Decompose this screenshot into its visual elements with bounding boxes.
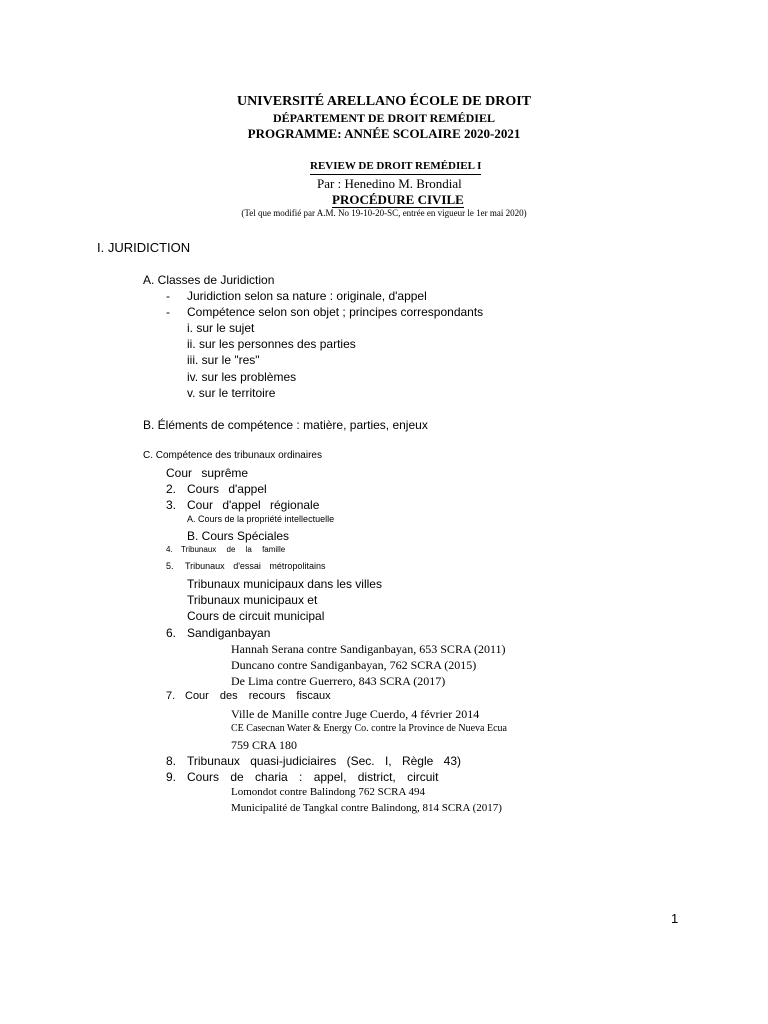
item-number: 2. [166,482,177,496]
bullet-item: Compétence selon son objet ; principes correspondants [187,305,484,319]
department-title: DÉPARTEMENT DE DROIT REMÉDIEL [273,111,495,125]
court-item: Sandiganbayan [187,626,271,640]
case-citation: Ville de Manille contre Juge Cuerdo, 4 février 2014 [231,707,480,721]
course-title: REVIEW DE DROIT REMÉDIEL I [310,161,481,175]
item-number: 8. [166,754,177,768]
roman-item: iv. sur les problèmes [187,370,297,384]
case-citation: CE Casecnan Water & Energy Co. contre la Province de Nueva Ecua [231,723,507,734]
item-number: 9. [166,770,177,784]
author-line: Par : Henedino M. Brondial [317,176,462,191]
court-item: Cours d'appel [187,482,267,496]
subsection-a-heading: A. Classes de Juridiction [143,273,275,287]
programme-title: PROGRAMME: ANNÉE SCOLAIRE 2020-2021 [247,126,521,141]
page-number: 1 [671,911,679,926]
subject-title: PROCÉDURE CIVILE [332,192,464,207]
item-number: 3. [166,498,177,512]
court-item: Cour d'appel régionale [187,498,320,512]
court-item: Tribunaux quasi-judiciaires (Sec. I, Règle 43) [187,754,461,768]
court-subitem: Tribunaux municipaux et [187,593,318,607]
item-number: 5. [166,561,174,571]
court-subitem: Tribunaux municipaux dans les villes [187,577,382,591]
amendment-note: (Tel que modifié par A.M. No 19-10-20-SC, entrée en vigueur le 1er mai 2020) [241,208,527,218]
university-title: UNIVERSITÉ ARELLANO ÉCOLE DE DROIT [236,94,532,109]
roman-item: i. sur le sujet [187,321,255,335]
item-number: 6. [166,626,177,640]
case-citation: 759 CRA 180 [231,738,298,752]
case-citation: Hannah Serana contre Sandiganbayan, 653 SCRA (2011) [231,642,506,656]
case-citation: Duncano contre Sandiganbayan, 762 SCRA (2015) [231,658,477,672]
case-citation: De Lima contre Guerrero, 843 SCRA (2017) [231,674,446,688]
subsection-b-heading: B. Éléments de compétence : matière, parties, enjeux [143,418,428,432]
roman-item: v. sur le territoire [187,386,276,400]
court-item: Tribunaux de la famille [181,545,286,554]
section-heading: I. JURIDICTION [97,240,191,255]
subsection-c-heading: C. Compétence des tribunaux ordinaires [143,450,322,461]
item-number: 7. [166,690,176,702]
roman-item: iii. sur le "res" [187,353,260,367]
court-item: Cour suprême [166,466,249,480]
court-subitem: B. Cours Spéciales [187,529,290,543]
court-item: Tribunaux d'essai métropolitains [185,561,326,571]
case-citation: Lomondot contre Balindong 762 SCRA 494 [231,786,426,798]
court-item: Cour des recours fiscaux [185,690,331,702]
bullet-item: Juridiction selon sa nature : originale, d'appel [187,289,427,303]
bullet-marker: - [166,305,170,319]
court-subitem: Cours de circuit municipal [187,609,325,623]
case-citation: Municipalité de Tangkal contre Balindong, 814 SCRA (2017) [231,802,502,814]
bullet-marker: - [166,289,170,303]
court-subitem: A. Cours de la propriété intellectuelle [187,514,335,524]
court-item: Cours de charia : appel, district, circuit [187,770,439,784]
roman-item: ii. sur les personnes des parties [187,337,356,351]
item-number: 4. [166,545,173,554]
